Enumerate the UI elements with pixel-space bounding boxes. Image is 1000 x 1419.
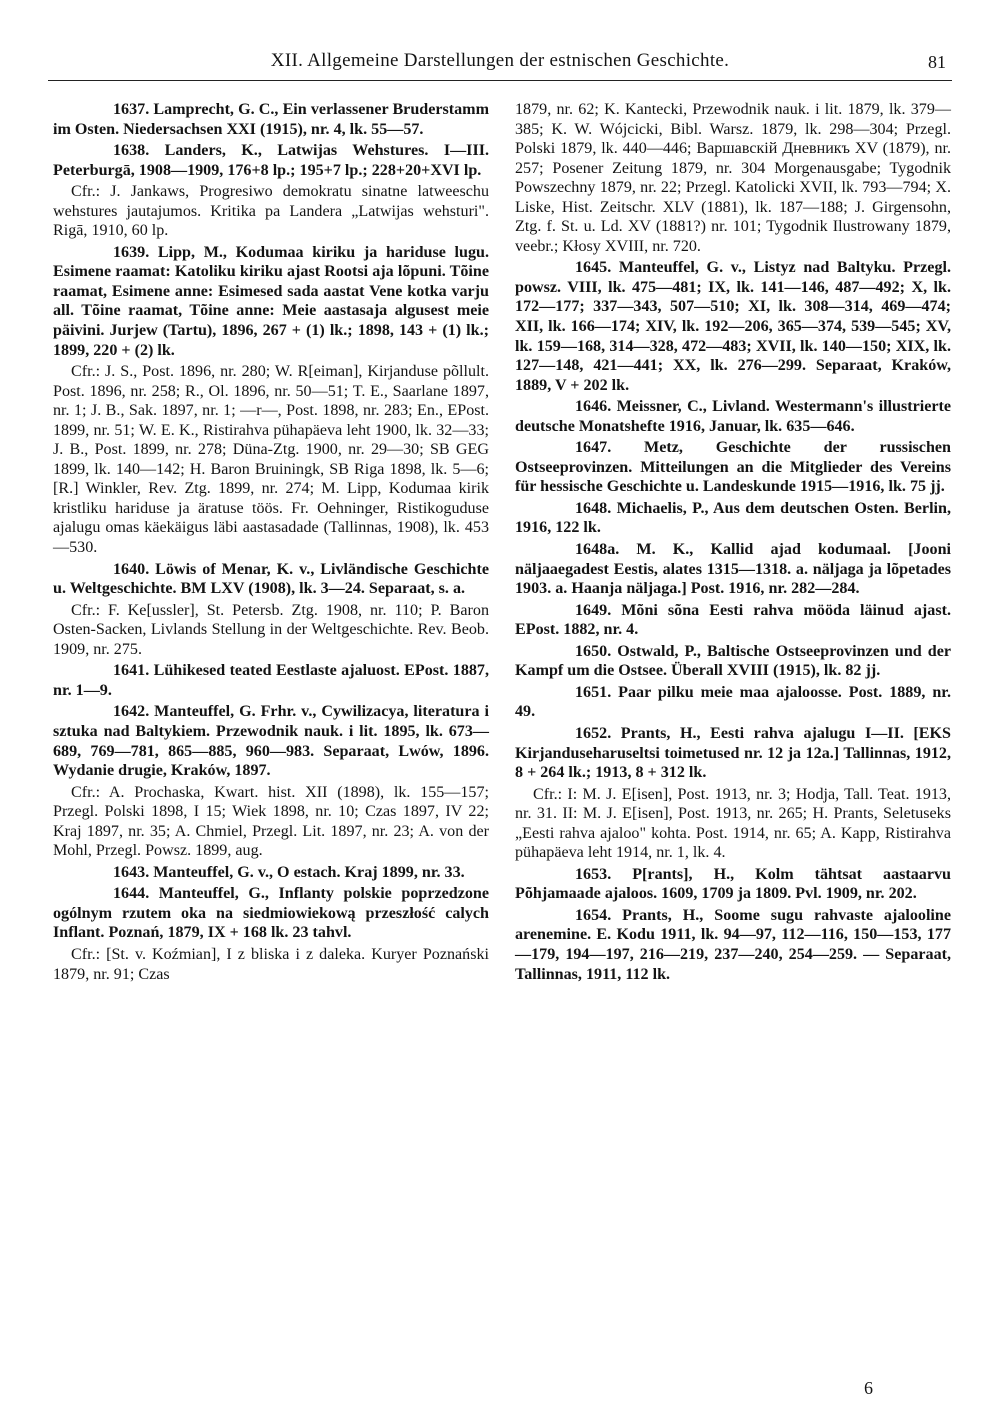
bibliography-entry: 1637. Lamprecht, G. C., Ein verlassener Bruderstamm im Osten. Niedersachsen XXI (1915), nr. 4, lk. 55—57. bbox=[53, 101, 489, 138]
cfr-note: Cfr.: F. Ke[ussler], St. Petersb. Ztg. 1908, nr. 110; P. Baron Osten-Sacken, Livlands Stellung in der Weltgeschichte. Rev. Beob. 1909, nr. 275. bbox=[53, 601, 489, 658]
bibliography-entry: 1645. Manteuffel, G. v., Listyz nad Baltyku. Przegl. powsz. VIII, lk. 475—481; IX, lk. 141—146, 487—492; X, lk. 172—177; 337—343, 507—510; XI, lk. 308—314, 469—474; XII, lk. 166—174; XIV, lk. 192—206, 365—374, 539—545; XV, lk. 159—168, 314—328, 472—483; XVII, lk. 140—150; XIX, lk. 127—148, 421—441; XX, lk. 276—299. Separaat, Kraków, 1889, V + 202 lk. bbox=[515, 259, 951, 394]
bibliography-entry: 1649. Mõni sõna Eesti rahva mööda läinud ajast. EPost. 1882, nr. 4. bbox=[515, 601, 951, 639]
bibliography-entry: 1646. Meissner, C., Livland. Westermann's illustrierte deutsche Monatshefte 1916, Januar, lk. 635—646. bbox=[515, 398, 951, 435]
page-header bbox=[48, 46, 952, 81]
signature-number: 6 bbox=[864, 1378, 873, 1398]
cfr-note: Cfr.: [St. v. Koźmian], I z bliska i z daleka. Kuryer Poznański 1879, nr. 91; Czas bbox=[53, 945, 489, 983]
page-number: 81 bbox=[928, 52, 946, 72]
bibliography-entry: 1654. Prants, H., Soome sugu rahvaste ajalooline arenemine. E. Kodu 1911, lk. 94—97, 112—116, 150—153, 177—179, 194—197, 216—219, 237—240, 254—259. — Separaat, Tallinnas, 1911, 112 lk. bbox=[515, 906, 951, 983]
bibliography-entry: 1652. Prants, H., Eesti rahva ajalugu I—II. [EKS Kirjanduseharuseltsi toimetused nr. 12 ja 12a.] Tallinnas, 1912, 8 + 264 lk.; 1913, 8 + 312 lk. bbox=[515, 724, 951, 782]
bibliography-entry: 1653. P[rants], H., Kolm tähtsat aastaarvu Põhjamaade ajaloos. 1609, 1709 ja 1809. Pvl. 1909, nr. 202. bbox=[515, 865, 951, 903]
bibliography-entry: 1639. Lipp, M., Kodumaa kiriku ja hariduse lugu. Esimene raamat: Katoliku kiriku ajast Rootsi aja lõpuni. Tõine raamat, Esimene anne: Esimesed sada aastat Vene kotka varju all. Tõine raamat, Tõine anne: Meie aastasaja algusest meie päivini. Jurjew (Tartu), 1896, 267 + (1) lk.; 1898, 143 + (1) lk.; 1899, 220 + (2) lk. bbox=[53, 243, 489, 359]
bibliography-entry: 1642. Manteuffel, G. Frhr. v., Cywilizacya, literatura i sztuka nad Baltykiem. Przewodnik nauk. i lit. 1895, lk. 673—689, 769—781, 865—885, 960—983. Separaat, Lwów, 1896. Wydanie drugie, Kraków, 1897. bbox=[53, 703, 489, 780]
bibliography-entry: 1651. Paar pilku meie maa ajaloosse. Post. 1889, nr. 49. bbox=[515, 683, 951, 721]
bibliography-entry: 1648. Michaelis, P., Aus dem deutschen Osten. Berlin, 1916, 122 lk. bbox=[515, 499, 951, 537]
cfr-note: Cfr.: J. S., Post. 1896, nr. 280; W. R[eiman], Kirjanduse põllult. Post. 1896, nr. 258; R., Ol. 1896, nr. 50—51; T. E., Saarlane 1897, nr. 1; J. B., Sak. 1897, nr. 1; —r—, Post. 1898, nr. 283; En., EPost. 1899, nr. 51; W. E. K., Ristirahva pühapäeva leht 1900, lk. 32—33; J. B., Post. 1899, nr. 278; Düna-Ztg. 1900, nr. 29—30; SB GEG 1899, lk. 140—142; H. Baron Bruiningk, SB Riga 1898, lk. 5—6; [R.] Winkler, Rev. Ztg. 1899, nr. 274; M. Lipp, Kodumaa kirik kristliku hariduse ja äratuse töös. Fr. Oehninger, Ristikoguduse ajalugu omas käekäigus läbi aastasadade (Tallinnas, 1908), lk. 453—530. bbox=[53, 363, 489, 557]
bibliography-entry: 1648a. M. K., Kallid ajad kodumaal. [Jooni näljaaegadest Eestis, alates 1315—1318. a. näljaga ja lõpetades 1903. a. Haanja näljaga.] Post. 1916, nr. 282—284. bbox=[515, 541, 951, 598]
bibliography-entry: 1641. Lühikesed teated Eestlaste ajaluost. EPost. 1887, nr. 1—9. bbox=[53, 662, 489, 699]
cfr-note: Cfr.: I: M. J. E[isen], Post. 1913, nr. 3; Hodja, Tall. Teat. 1913, nr. 31. II: M. J. E[isen], Post. 1913, nr. 265; H. Prants, Seletuseks „Eesti rahva ajaloo" kohta. Post. 1914, nr. 65; A. Kapp, Ristirahva pühapäeva leht 1914, nr. 1, lk. 4. bbox=[515, 785, 951, 862]
right-column bbox=[515, 100, 951, 986]
cfr-note: Cfr.: J. Jankaws, Progresiwo demokratu sinatne latweeschu wehstures jautajumos. Kritika pa Landera „Latwijas wehsturi". Rigā, 1910, 60 lp. bbox=[53, 183, 489, 240]
bibliography-entry: 1647. Metz, Geschichte der russischen Ostseeprovinzen. Mitteilungen an die Mitglieder des Vereins für hessische Geschichte u. Landeskunde 1915—1916, lk. 75 jj. bbox=[515, 439, 951, 496]
bibliography-entry: 1650. Ostwald, P., Baltische Ostseeprovinzen und der Kampf um die Ostsee. Überall XVIII (1915), lk. 82 jj. bbox=[515, 642, 951, 680]
bibliography-entry: 1640. Löwis of Menar, K. v., Livländische Geschichte u. Weltgeschichte. BM LXV (1908), lk. 3—24. Separaat, s. a. bbox=[53, 560, 489, 598]
cfr-note: Cfr.: A. Prochaska, Kwart. hist. XII (1898), lk. 155—157; Przegl. Polski 1898, I 15; Wiek 1898, nr. 10; Czas 1897, IV 22; Kraj 1897, nr. 35; A. Chmiel, Przegl. Lit. 1897, nr. 23; A. von der Mohl, Przegl. Powsz. 1899, aug. bbox=[53, 783, 489, 860]
bibliography-entry: 1638. Landers, K., Latwijas Wehstures. I—III. Peterburgā, 1908—1909, 176+8 lp.; 195+7 lp.; 228+20+XVI lp. bbox=[53, 142, 489, 179]
bibliography-entry: 1644. Manteuffel, G., Inflanty polskie poprzedzone ogólnym rzutem oka na siedmiowiekową przeszłość calych Inflant. Poznań, 1879, IX + 168 lk. 23 tahvl. bbox=[53, 885, 489, 942]
left-column bbox=[53, 100, 489, 986]
chapter-title: XII. Allgemeine Darstellungen der estnischen Geschichte. bbox=[270, 50, 730, 71]
cfr-note-continued: 1879, nr. 62; K. Kantecki, Przewodnik nauk. i lit. 1879, lk. 379—385; K. W. Wójcicki, Bibl. Warsz. 1879, lk. 298—304; Przegl. Polski 1879, lk. 440—446; Варшавскій Дневникъ XV (1879), nr. 257; Posener Zeitung 1879, nr. 304 Morgenausgabe; Tygodnik Powszechny 1879, nr. 22; Przegl. Katolicki XVII, lk. 793—794; X. Liske, Hist. Zeitschr. XLV (1881), lk. 187—188; J. Girgensohn, Ztg. f. St. u. Ld. XV (1881?) nr. 101; Tygodnik Ilustrowany 1879, veebr.; Kłosy XVIII, nr. 720. bbox=[515, 101, 951, 255]
bibliography-entry: 1643. Manteuffel, G. v., O estach. Kraj 1899, nr. 33. bbox=[113, 863, 465, 881]
